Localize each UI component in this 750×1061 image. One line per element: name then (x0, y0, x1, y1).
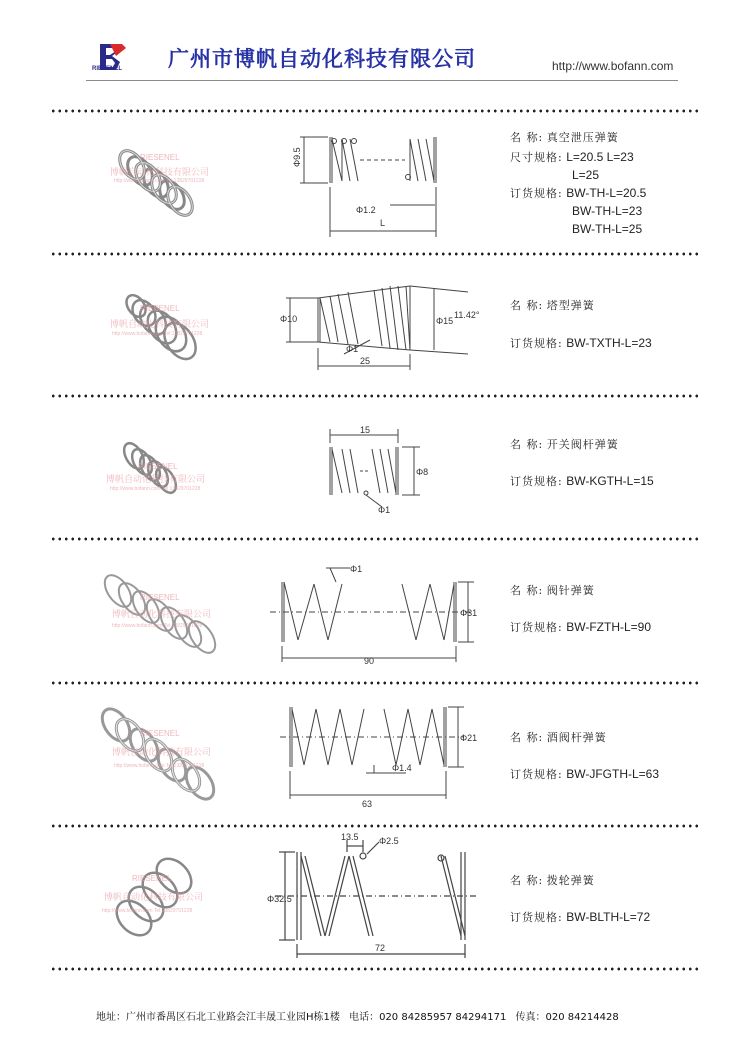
dim-label: Φ1.4 (392, 763, 412, 773)
footer-address: 地址：广州市番禺区石北工业路会江丰晟工业园H栋1楼 (96, 1012, 340, 1023)
spec-label: 尺寸规格: (510, 151, 563, 164)
dim-label: Φ15 (436, 316, 454, 326)
watermark-brand: RIESENEL (132, 874, 172, 883)
company-name: 广州市博帆自动化科技有限公司 (168, 47, 476, 71)
dotted-divider (50, 252, 700, 256)
dim-label: 63 (362, 799, 373, 809)
dim-label: Φ31 (460, 608, 478, 618)
watermark-company: 博帆自动化科技有限公司 (112, 609, 212, 619)
watermark-site: http://www.bofann.com Tel:13829701228 (102, 908, 193, 914)
order-code: BW-TH-L=20.5 (566, 186, 647, 200)
watermark-site: http://www.bofann.com Tel:13829701228 (112, 623, 203, 629)
spec-label: 订货规格: (510, 475, 563, 488)
product-name: 开关阀杆弹簧 (546, 438, 619, 451)
watermark-brand: RIESENEL (138, 462, 178, 471)
product-name: 真空泄压弹簧 (546, 131, 619, 144)
dim-label: Φ1.2 (356, 205, 376, 215)
size-value: L=25 (572, 168, 600, 182)
order-code: BW-TH-L=25 (572, 222, 643, 236)
dim-label: Φ1 (378, 505, 391, 515)
product-row (0, 543, 750, 678)
dim-label: L (380, 218, 386, 228)
header-divider (86, 80, 678, 81)
dim-label: 13.5 (341, 832, 359, 842)
footer-fax: 传真：020 84214428 (515, 1012, 619, 1023)
dotted-divider (50, 824, 700, 828)
dim-label: Φ21 (460, 733, 478, 743)
watermark-brand: RIESENEL (140, 593, 180, 602)
dim-label: 11.42° (454, 310, 480, 320)
watermark-brand: RIESENEL (140, 304, 180, 313)
product-row (0, 400, 750, 535)
product-row (0, 258, 750, 393)
watermark-site: http://www.bofann.com Tel:13829701228 (112, 331, 203, 337)
dim-label: Φ32.5 (267, 894, 292, 904)
watermark-company: 博帆自动化科技有限公司 (104, 892, 204, 902)
spec-label: 名 称: (510, 874, 544, 887)
spec-label: 订货规格: (510, 621, 563, 634)
dotted-divider (50, 681, 700, 685)
page-footer (96, 1008, 625, 1023)
dim-label: 25 (360, 356, 371, 366)
technical-drawing-5 (280, 697, 480, 812)
website-url[interactable]: http://www.bofann.com (552, 59, 674, 73)
dotted-divider (50, 967, 700, 971)
order-code: BW-TXTH-L=23 (566, 336, 652, 350)
order-code: BW-BLTH-L=72 (566, 910, 651, 924)
spec-label: 名 称: (510, 731, 544, 744)
watermark-site: http://www.bofann.com Tel:13829701228 (110, 486, 201, 492)
spec-label: 订货规格: (510, 187, 563, 200)
footer-phone: 电话：020 84285957 84294171 (349, 1012, 507, 1023)
watermark-site: http://www.bofann.com Tel:13829701228 (114, 763, 205, 769)
dim-label: Φ2.5 (379, 836, 399, 846)
watermark-company: 博帆自动化科技有限公司 (112, 747, 212, 757)
watermark-site: http://www.bofann.com Tel:13829701228 (114, 178, 205, 184)
order-code: BW-JFGTH-L=63 (566, 767, 660, 781)
dotted-divider (50, 537, 700, 541)
product-name: 拨轮弹簧 (546, 874, 595, 887)
dim-label: Φ8 (416, 467, 429, 477)
product-name: 酒阀杆弹簧 (546, 731, 607, 744)
spec-label: 订货规格: (510, 337, 563, 350)
technical-drawing-1 (290, 125, 450, 245)
technical-drawing-4 (270, 558, 480, 668)
watermark-company: 博帆自动化科技有限公司 (110, 167, 210, 177)
product-name: 塔型弹簧 (546, 299, 595, 312)
order-code: BW-TH-L=23 (572, 204, 643, 218)
dim-label: 90 (364, 656, 375, 666)
watermark-brand: RIESENEL (140, 729, 180, 738)
technical-drawing-2 (278, 278, 478, 378)
product-row (0, 687, 750, 822)
dim-label: Φ1 (350, 564, 363, 574)
watermark-company: 博帆自动化科技有限公司 (106, 474, 206, 484)
technical-drawing-6 (267, 832, 480, 960)
spec-label: 订货规格: (510, 911, 563, 924)
dim-label: Φ1 (346, 344, 359, 354)
dim-label: 15 (360, 425, 371, 435)
spec-label: 名 称: (510, 299, 544, 312)
order-code: BW-FZTH-L=90 (566, 620, 652, 634)
dotted-divider (50, 394, 700, 398)
order-code: BW-KGTH-L=15 (566, 474, 654, 488)
dim-label: 72 (375, 943, 386, 953)
logo-text: RIESENEL (92, 66, 123, 72)
spec-label: 名 称: (510, 584, 544, 597)
watermark-brand: RIESENEL (140, 153, 180, 162)
technical-drawing-3 (320, 425, 430, 515)
spec-label: 名 称: (510, 131, 544, 144)
dim-label: Φ10 (280, 314, 298, 324)
size-value: L=20.5 L=23 (566, 150, 634, 164)
dotted-divider (50, 109, 700, 113)
spec-label: 订货规格: (510, 768, 563, 781)
dim-label: Φ9.5 (292, 147, 302, 167)
spec-label: 名 称: (510, 438, 544, 451)
product-row (0, 830, 750, 965)
watermark-company: 博帆自动化科技有限公司 (110, 319, 210, 329)
page-header (0, 0, 750, 86)
product-row (0, 115, 750, 250)
product-name: 阀针弹簧 (546, 584, 595, 597)
